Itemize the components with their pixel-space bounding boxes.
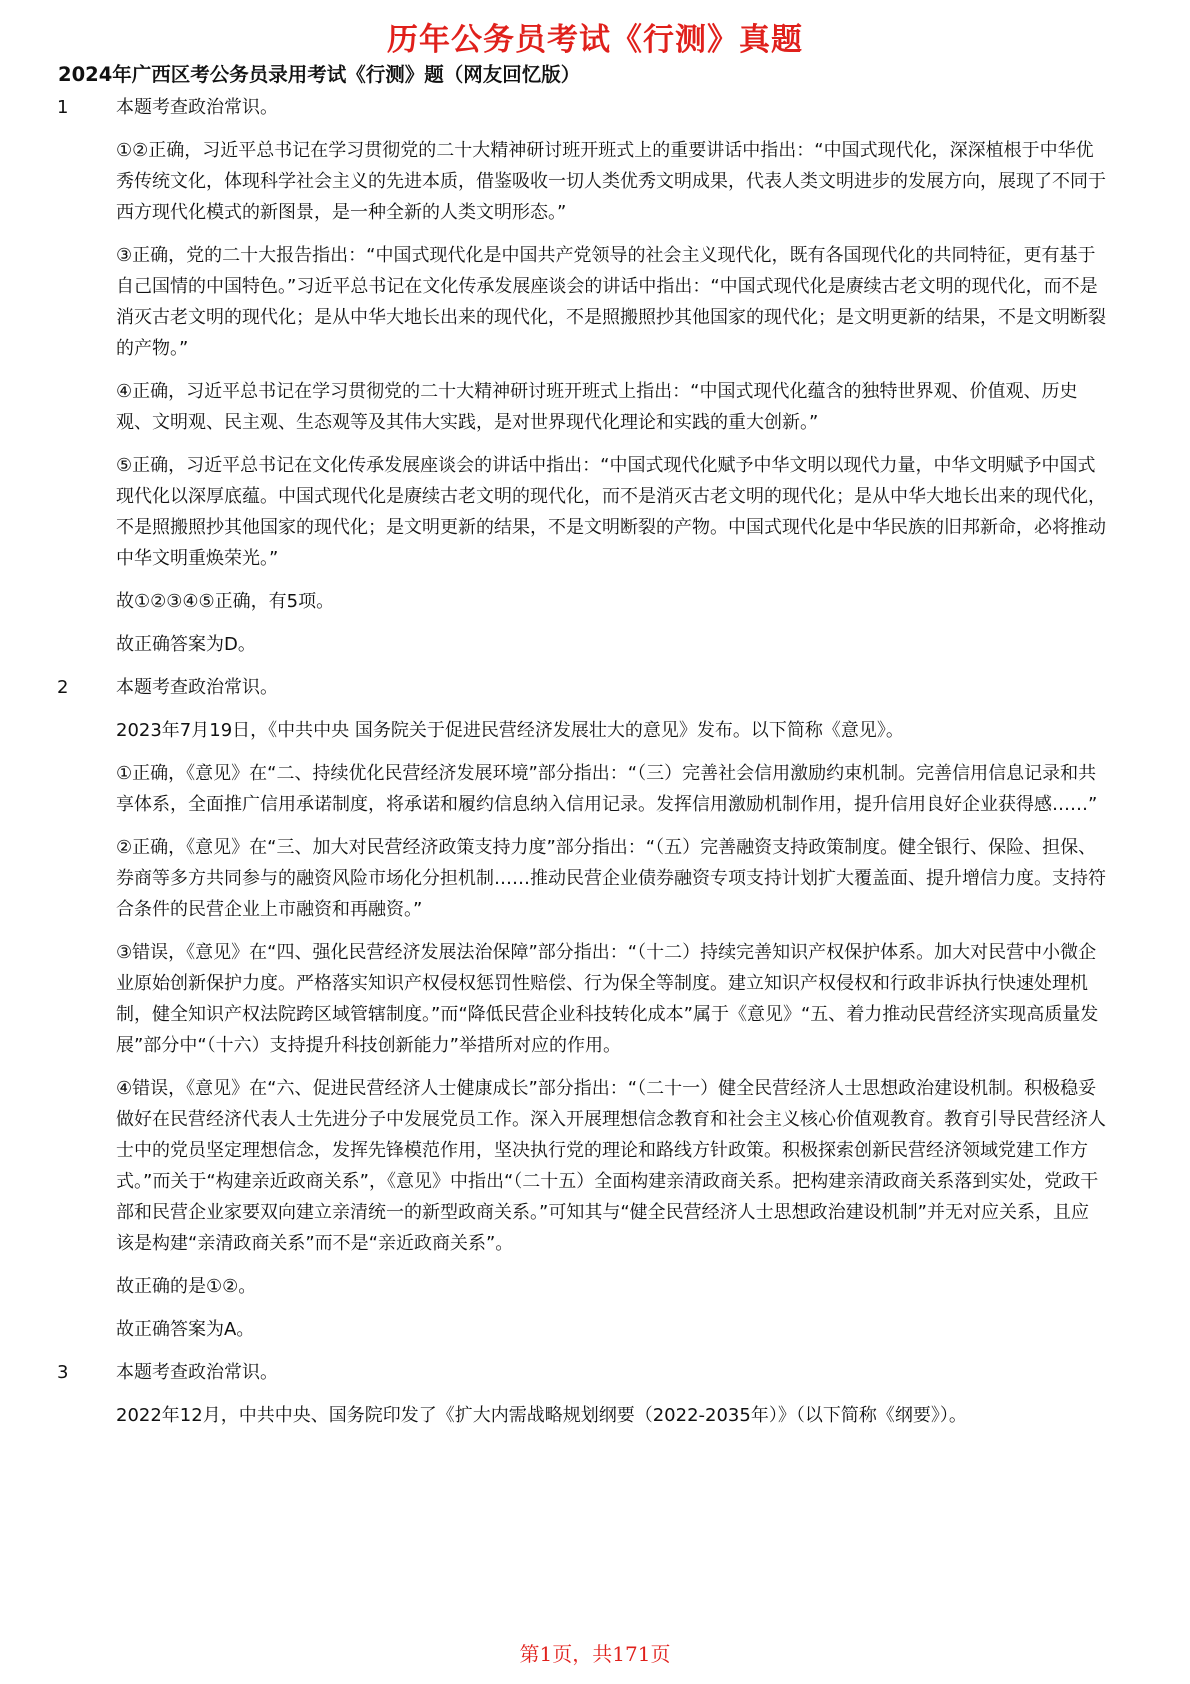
- question-3: [0, 1357, 1190, 1431]
- question-1: [0, 92, 1190, 660]
- explanation-paragraph: ②正确，《意见》在“三、加大对民营经济政策支持力度”部分指出：“（五）完善融资支持政策制度。健全银行、保险、担保、券商等多方共同参与的融资风险市场化分担机制……推动民营企业债券融资专项支持计划扩大覆盖面、提升增信力度。支持符合条件的民营企业上市融资和再融资。”: [116, 837, 1106, 920]
- question-number: 2: [57, 677, 69, 698]
- page-header-title: 历年公务员考试《行测》真题: [387, 22, 803, 58]
- explanation-paragraph: 2022年12月，中共中央、国务院印发了《扩大内需战略规划纲要（2022-2035年）》（以下简称《纲要》）。: [116, 1405, 967, 1426]
- explanation-paragraph: ④正确，习近平总书记在学习贯彻党的二十大精神研讨班开班式上指出：“中国式现代化蕴含的独特世界观、价值观、历史观、文明观、民主观、生态观等及其伟大实践，是对世界现代化理论和实践的重大创新。”: [116, 381, 1078, 433]
- explanation-paragraph: 本题考查政治常识。: [116, 97, 278, 118]
- explanation-paragraph: 2023年7月19日，《中共中央 国务院关于促进民营经济发展壮大的意见》发布。以下简称《意见》。: [116, 720, 904, 741]
- question-explanation: [116, 92, 1106, 660]
- explanation-paragraph: 本题考查政治常识。: [116, 677, 278, 698]
- answer-line: 故正确答案为D。: [116, 634, 256, 655]
- explanation-paragraph: ③错误，《意见》在“四、强化民营经济发展法治保障”部分指出：“（十二）持续完善知识产权保护体系。加大对民营中小微企业原始创新保护力度。严格落实知识产权侵权惩罚性赔偿、行为保全等制度。建立知识产权侵权和行政非诉执行快速处理机制，健全知识产权法院跨区域管辖制度。”而“降低民营企业科技转化成本”属于《意见》“五、着力推动民营经济实现高质量发展”部分中“（十六）支持提升科技创新能力”举措所对应的作用。: [116, 942, 1099, 1056]
- explanation-paragraph: 本题考查政治常识。: [116, 1362, 278, 1383]
- question-list: [0, 92, 1190, 1443]
- question-2: [0, 672, 1190, 1345]
- question-number: 3: [57, 1362, 69, 1383]
- explanation-paragraph: 故①②③④⑤正确，有5项。: [116, 591, 335, 612]
- explanation-paragraph: ①②正确，习近平总书记在学习贯彻党的二十大精神研讨班开班式上的重要讲话中指出：“中国式现代化，深深植根于中华优秀传统文化，体现科学社会主义的先进本质，借鉴吸收一切人类优秀文明成果，代表人类文明进步的发展方向，展现了不同于西方现代化模式的新图景，是一种全新的人类文明形态。”: [116, 140, 1106, 223]
- explanation-paragraph: ④错误，《意见》在“六、促进民营经济人士健康成长”部分指出：“（二十一）健全民营经济人士思想政治建设机制。积极稳妥做好在民营经济代表人士先进分子中发展党员工作。深入开展理想信念教育和社会主义核心价值观教育。教育引导民营经济人士中的党员坚定理想信念，发挥先锋模范作用，坚决执行党的理论和路线方针政策。积极探索创新民营经济领域党建工作方式。”而关于“构建亲近政商关系”，《意见》中指出“（二十五）全面构建亲清政商关系。把构建亲清政商关系落到实处，党政干部和民营企业家要双向建立亲清统一的新型政商关系。”可知其与“健全民营经济人士思想政治建设机制”并无对应关系，且应该是构建“亲清政商关系”而不是“亲近政商关系”。: [116, 1078, 1106, 1254]
- question-number: 1: [57, 97, 69, 118]
- explanation-paragraph: ⑤正确，习近平总书记在文化传承发展座谈会的讲话中指出：“中国式现代化赋予中华文明以现代力量，中华文明赋予中国式现代化以深厚底蕴。中国式现代化是赓续古老文明的现代化，而不是消灭古老文明的现代化；是从中华大地长出来的现代化，不是照搬照抄其他国家的现代化；是文明更新的结果，不是文明断裂的产物。中国式现代化是中华民族的旧邦新命，必将推动中华文明重焕荣光。”: [116, 455, 1106, 569]
- answer-line: 故正确答案为A。: [116, 1319, 255, 1340]
- explanation-paragraph: ①正确，《意见》在“二、持续优化民营经济发展环境”部分指出：“（三）完善社会信用激励约束机制。完善信用信息记录和共享体系，全面推广信用承诺制度，将承诺和履约信息纳入信用记录。发挥信用激励机制作用，提升信用良好企业获得感……”: [116, 763, 1098, 815]
- question-explanation: [116, 1357, 1106, 1431]
- document-title: 2024年广西区考公务员录用考试《行测》题（网友回忆版）: [58, 63, 581, 86]
- question-explanation: [116, 672, 1106, 1345]
- explanation-paragraph: ③正确，党的二十大报告指出：“中国式现代化是中国共产党领导的社会主义现代化，既有各国现代化的共同特征，更有基于自己国情的中国特色。”习近平总书记在文化传承发展座谈会的讲话中指出：“中国式现代化是赓续古老文明的现代化，而不是消灭古老文明的现代化；是从中华大地长出来的现代化，不是照搬照抄其他国家的现代化；是文明更新的结果，不是文明断裂的产物。”: [116, 245, 1106, 359]
- page-footer: 第1页，共171页: [519, 1642, 671, 1666]
- explanation-paragraph: 故正确的是①②。: [116, 1276, 257, 1297]
